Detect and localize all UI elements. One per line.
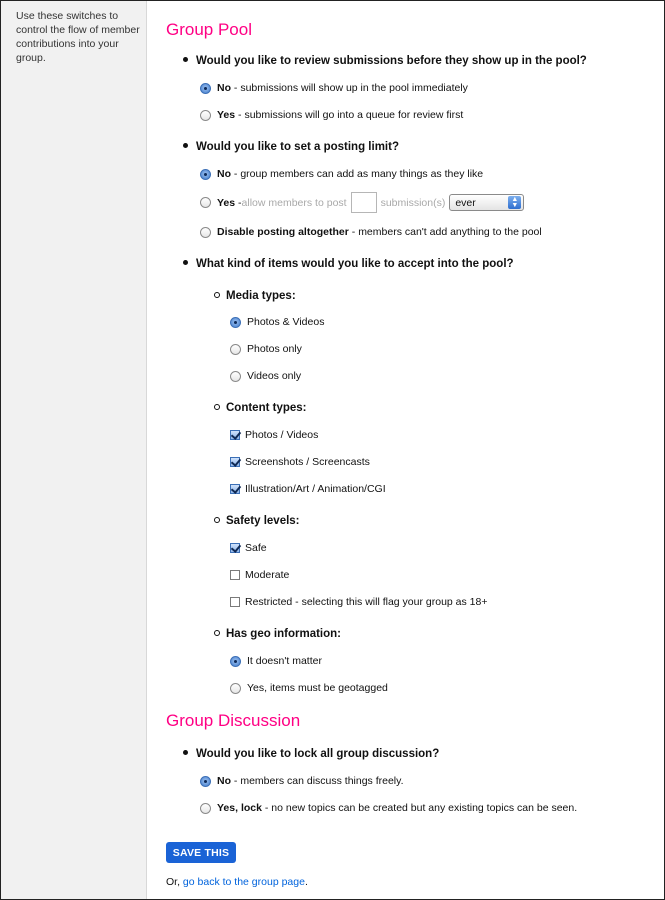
safety-restricted-option[interactable]: Restricted - selecting this will flag your group as 18+	[230, 596, 488, 608]
safety-moderate-option[interactable]: Moderate	[230, 569, 289, 581]
review-no-option[interactable]: No - submissions will show up in the pool immediately	[200, 82, 468, 94]
circle-bullet	[214, 292, 220, 298]
lock-question: Would you like to lock all group discussion?	[183, 748, 439, 760]
safety-safe-checkbox[interactable]	[230, 543, 240, 553]
lock-no-option[interactable]: No - members can discuss things freely.	[200, 775, 404, 787]
safety-moderate-checkbox[interactable]	[230, 570, 240, 580]
geo-required-radio[interactable]	[230, 683, 241, 694]
geo-info-label: Has geo information:	[214, 628, 341, 640]
circle-bullet	[214, 404, 220, 410]
geo-any-option[interactable]: It doesn't matter	[230, 655, 322, 667]
limit-period-select[interactable]: ever ▲ ▼	[449, 194, 524, 211]
content-types-label: Content types:	[214, 402, 307, 414]
limit-yes-option[interactable]: Yes - allow members to post submission(s) ever ▲ ▼	[200, 192, 524, 213]
safety-levels-label: Safety levels:	[214, 515, 300, 527]
limit-suffix-text: submission(s)	[380, 196, 446, 209]
limit-count-input[interactable]	[351, 192, 377, 213]
review-yes-radio[interactable]	[200, 110, 211, 121]
limit-question: Would you like to set a posting limit?	[183, 141, 399, 153]
limit-no-radio[interactable]	[200, 169, 211, 180]
safety-safe-option[interactable]: Safe	[230, 542, 267, 554]
bullet	[183, 260, 188, 265]
review-yes-option[interactable]: Yes - submissions will go into a queue for review first	[200, 109, 463, 121]
footer-text: Or, go back to the group page.	[166, 876, 308, 888]
media-videos-only-radio[interactable]	[230, 371, 241, 382]
bullet	[183, 143, 188, 148]
content-illustration-option[interactable]: Illustration/Art / Animation/CGI	[230, 483, 386, 495]
geo-any-radio[interactable]	[230, 656, 241, 667]
back-to-group-link[interactable]: go back to the group page	[182, 876, 305, 888]
media-photos-videos-radio[interactable]	[230, 317, 241, 328]
content-screenshots-option[interactable]: Screenshots / Screencasts	[230, 456, 370, 468]
geo-required-option[interactable]: Yes, items must be geotagged	[230, 682, 388, 694]
content-illustration-checkbox[interactable]	[230, 484, 240, 494]
lock-no-radio[interactable]	[200, 776, 211, 787]
content-photos-videos-option[interactable]: Photos / Videos	[230, 429, 318, 441]
sidebar	[1, 1, 147, 899]
bullet	[183, 57, 188, 62]
content-photos-videos-checkbox[interactable]	[230, 430, 240, 440]
sidebar-help-text: Use these switches to control the flow of member contributions into your group.	[16, 10, 140, 64]
limit-yes-radio[interactable]	[200, 197, 211, 208]
lock-yes-option[interactable]: Yes, lock - no new topics can be created but any existing topics can be seen.	[200, 802, 577, 814]
limit-disable-option[interactable]: Disable posting altogether - members can't add anything to the pool	[200, 226, 542, 238]
safety-restricted-checkbox[interactable]	[230, 597, 240, 607]
review-question: Would you like to review submissions before they show up in the pool?	[183, 55, 587, 67]
circle-bullet	[214, 630, 220, 636]
content-screenshots-checkbox[interactable]	[230, 457, 240, 467]
media-types-label: Media types:	[214, 290, 296, 302]
select-arrows-icon: ▲ ▼	[508, 196, 521, 209]
media-photos-videos-option[interactable]: Photos & Videos	[230, 316, 324, 328]
lock-yes-radio[interactable]	[200, 803, 211, 814]
bullet	[183, 750, 188, 755]
media-photos-only-radio[interactable]	[230, 344, 241, 355]
limit-prefix-text: allow members to post	[241, 196, 347, 209]
group-pool-heading: Group Pool	[166, 20, 252, 39]
limit-no-option[interactable]: No - group members can add as many things as they like	[200, 168, 483, 180]
review-no-radio[interactable]	[200, 83, 211, 94]
save-button[interactable]: SAVE THIS	[166, 842, 236, 863]
media-photos-only-option[interactable]: Photos only	[230, 343, 302, 355]
media-videos-only-option[interactable]: Videos only	[230, 370, 301, 382]
group-discussion-heading: Group Discussion	[166, 711, 301, 730]
circle-bullet	[214, 517, 220, 523]
limit-disable-radio[interactable]	[200, 227, 211, 238]
kinds-question: What kind of items would you like to accept into the pool?	[183, 258, 514, 270]
